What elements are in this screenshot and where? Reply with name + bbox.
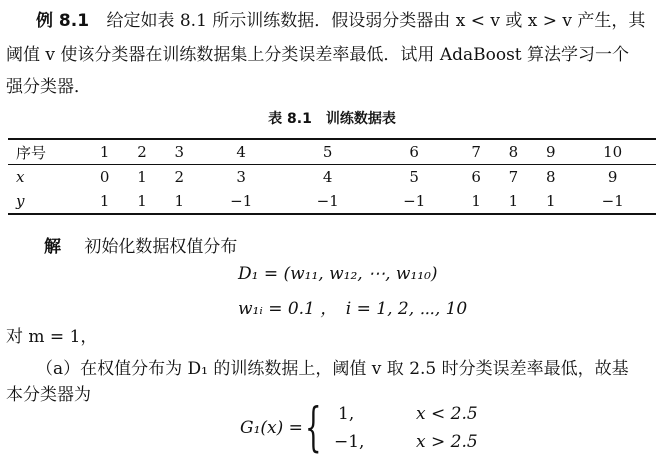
table-cell: 2 (123, 139, 160, 165)
table-cell: −1 (569, 189, 656, 214)
solution-label: 解 (44, 237, 61, 257)
row-header: 序号 (8, 139, 86, 165)
table-cell: 3 (236, 168, 246, 186)
table-cell: 1 (137, 168, 147, 186)
g1-lhs: G₁(x) = (240, 418, 303, 438)
row-header: y (8, 189, 86, 214)
training-data-table (8, 138, 656, 215)
example-label: 例 8.1 (36, 11, 90, 31)
table-cell: 1 (161, 189, 198, 214)
table-cell: 5 (409, 168, 419, 186)
table-cell: 9 (532, 139, 569, 165)
table-row (8, 189, 656, 214)
table-cell: 5 (284, 139, 371, 165)
table-cell: 10 (569, 139, 656, 165)
table-cell: 9 (607, 168, 618, 186)
case1-value: 1, (338, 404, 355, 424)
example-text-1: 给定如表 8.1 所示训练数据．假设弱分类器由 x < v 或 x > v 产生，其 (106, 11, 646, 31)
example-line-3: 强分类器． (6, 77, 91, 97)
table-cell: 7 (508, 168, 519, 186)
equation-d1: D₁ = (w₁₁, w₁₂, ⋯, w₁₁₀) (238, 264, 438, 284)
table-cell: 1 (123, 189, 160, 214)
table-row (8, 139, 656, 165)
step-a-line-2: 本分类器为 (6, 385, 91, 405)
step-a-line-1: （a）在权值分布为 D₁ 的训练数据上，阈值 v 取 2.5 时分类误差率最低，故基 (36, 359, 629, 379)
example-line-1 (36, 6, 645, 31)
table-cell: 1 (86, 139, 123, 165)
case1-condition: x < 2.5 (416, 404, 478, 424)
left-brace: { (305, 398, 322, 458)
table-cell: 1 (495, 189, 532, 214)
table-cell: −1 (198, 189, 285, 214)
table-cell: −1 (284, 189, 371, 214)
equation-weights: w₁ᵢ = 0.1 ， i = 1, 2, ⋯, 10 (238, 299, 468, 319)
table-cell: 2 (174, 168, 185, 186)
example-line-2: 阈值 v 使该分类器在训练数据集上分类误差率最低．试用 AdaBoost 算法学习一个 (6, 45, 630, 65)
case2-condition: x > 2.5 (416, 432, 478, 452)
table-row (8, 165, 656, 190)
table-cell: 1 (532, 189, 569, 214)
table-cell: 3 (161, 139, 198, 165)
solution-intro-line (44, 232, 237, 257)
table-cell: 4 (322, 168, 333, 186)
for-m-line: 对 m = 1， (6, 327, 98, 347)
table-cell: −1 (371, 189, 458, 214)
table-cell: 0 (99, 168, 110, 186)
table-cell: 1 (86, 189, 123, 214)
table-cell: 8 (545, 168, 556, 186)
table-cell: 6 (371, 139, 458, 165)
table-cell: 7 (457, 139, 494, 165)
table-cell: 8 (495, 139, 532, 165)
solution-intro: 初始化数据权值分布 (84, 237, 238, 257)
row-header: x (16, 168, 25, 186)
table-cell: 6 (471, 168, 481, 186)
table-cell: 1 (457, 189, 494, 214)
table-cell: 4 (198, 139, 285, 165)
table-caption: 表 8.1 训练数据表 (268, 111, 396, 127)
case2-value: −1, (334, 432, 365, 452)
